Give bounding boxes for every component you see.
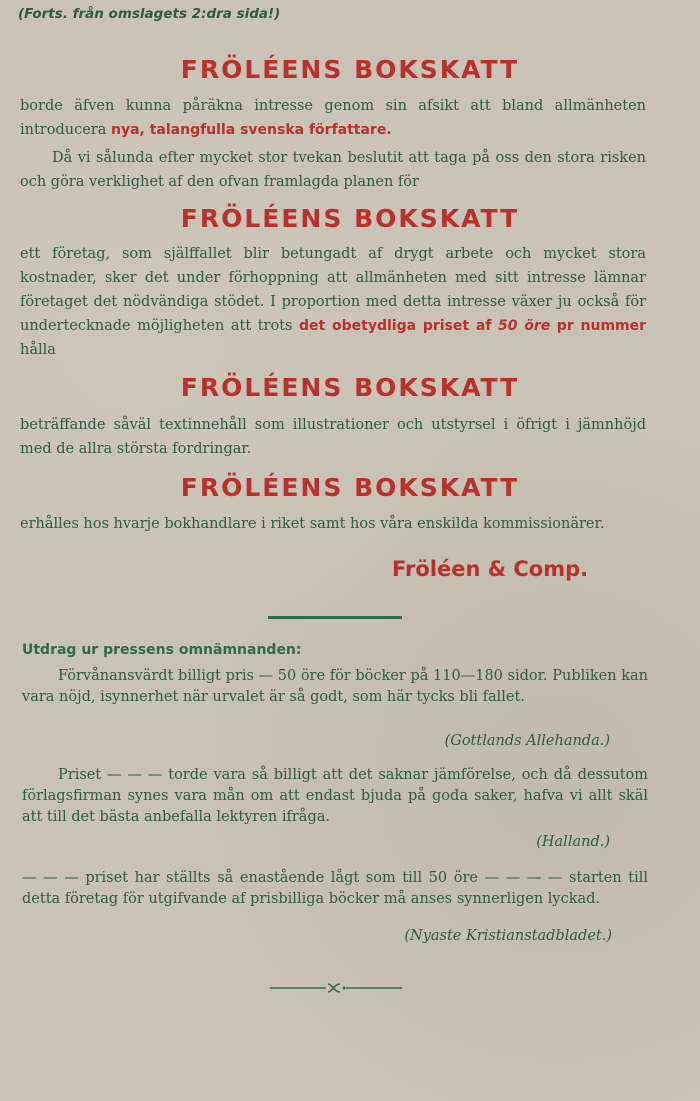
section-2-highlight-3: pr nummer — [556, 318, 647, 334]
press-quote-2-source: (Halland.) — [536, 834, 610, 850]
section-2-paragraph — [20, 242, 646, 362]
heading-4: FRÖLÉENS BOKSKATT — [180, 473, 520, 502]
press-quote-1 — [22, 666, 648, 708]
press-quote-2-text: Priset — — — torde vara så billigt att det saknar jämförelse, och då dessutom förlagsfirman synes vara mån om att endast bjuda på goda saker, hafva vi allt skäl att till det bästa anbefalla lektyren ifråga. — [22, 767, 648, 825]
section-1-paragraph-2 — [20, 146, 646, 194]
section-1-text: borde äfven kunna påräkna intresse genom sin afsikt att bland allmänheten introducera — [20, 98, 646, 138]
press-title: Utdrag ur pressens omnämnanden: — [22, 642, 302, 658]
signature: Fröléen & Comp. — [392, 557, 589, 581]
continuation-note: (Forts. från omslagets 2:dra sida!) — [18, 6, 281, 22]
press-quote-3-source: (Nyaste Kristianstadbladet.) — [404, 928, 612, 944]
heading-2: FRÖLÉENS BOKSKATT — [180, 204, 520, 233]
section-4-paragraph: erhålles hos hvarje bokhandlare i riket samt hos våra enskilda kommissionärer. — [20, 516, 605, 532]
section-1-paragraph-1 — [20, 94, 646, 142]
section-1-highlight: nya, talangfulla svenska författare. — [110, 122, 392, 138]
heading-1: FRÖLÉENS BOKSKATT — [180, 55, 520, 84]
press-quote-2 — [22, 765, 648, 828]
section-2-highlight-price: 50 öre — [497, 318, 551, 334]
press-quote-3: — — — priset har ställts så enastående lågt som till 50 öre — — — — starten till detta företag för utgifvande af prisbilliga böcker må anses synnerligen lyckad. — [22, 870, 648, 907]
section-2-text-end: hålla — [20, 342, 56, 358]
divider-rule — [268, 616, 402, 619]
press-quote-1-text: Förvånansvärdt billigt pris — 50 öre för böcker på 110—180 sidor. Publiken kan vara nöjd, isynnerhet när urvalet är så godt, som här tycks bli fallet. — [22, 668, 648, 705]
section-3-paragraph: beträffande såväl textinnehåll som illustrationer och utstyrsel i öfrigt i jämnhöjd med de allra största fordringar. — [20, 417, 646, 457]
press-quote-1-source: (Gottlands Allehanda.) — [444, 733, 610, 749]
section-2-highlight-1: det obetydliga priset af — [299, 318, 492, 334]
heading-3: FRÖLÉENS BOKSKATT — [180, 373, 520, 402]
ornament-divider — [270, 982, 402, 994]
section-2-text: ett företag, som själffallet blir betungadt af drygt arbete och mycket stora kostnader, sker det under förhoppning att allmänheten med sitt intresse lämnar företaget det nödvändiga stödet. I proportion med detta intresse växer ju också för undertecknade möjligheten att trots — [20, 246, 646, 334]
section-1-text-2: Då vi sålunda efter mycket stor tvekan beslutit att taga på oss den stora risken och göra verklighet af den ofvan framlagda planen för — [20, 150, 646, 190]
